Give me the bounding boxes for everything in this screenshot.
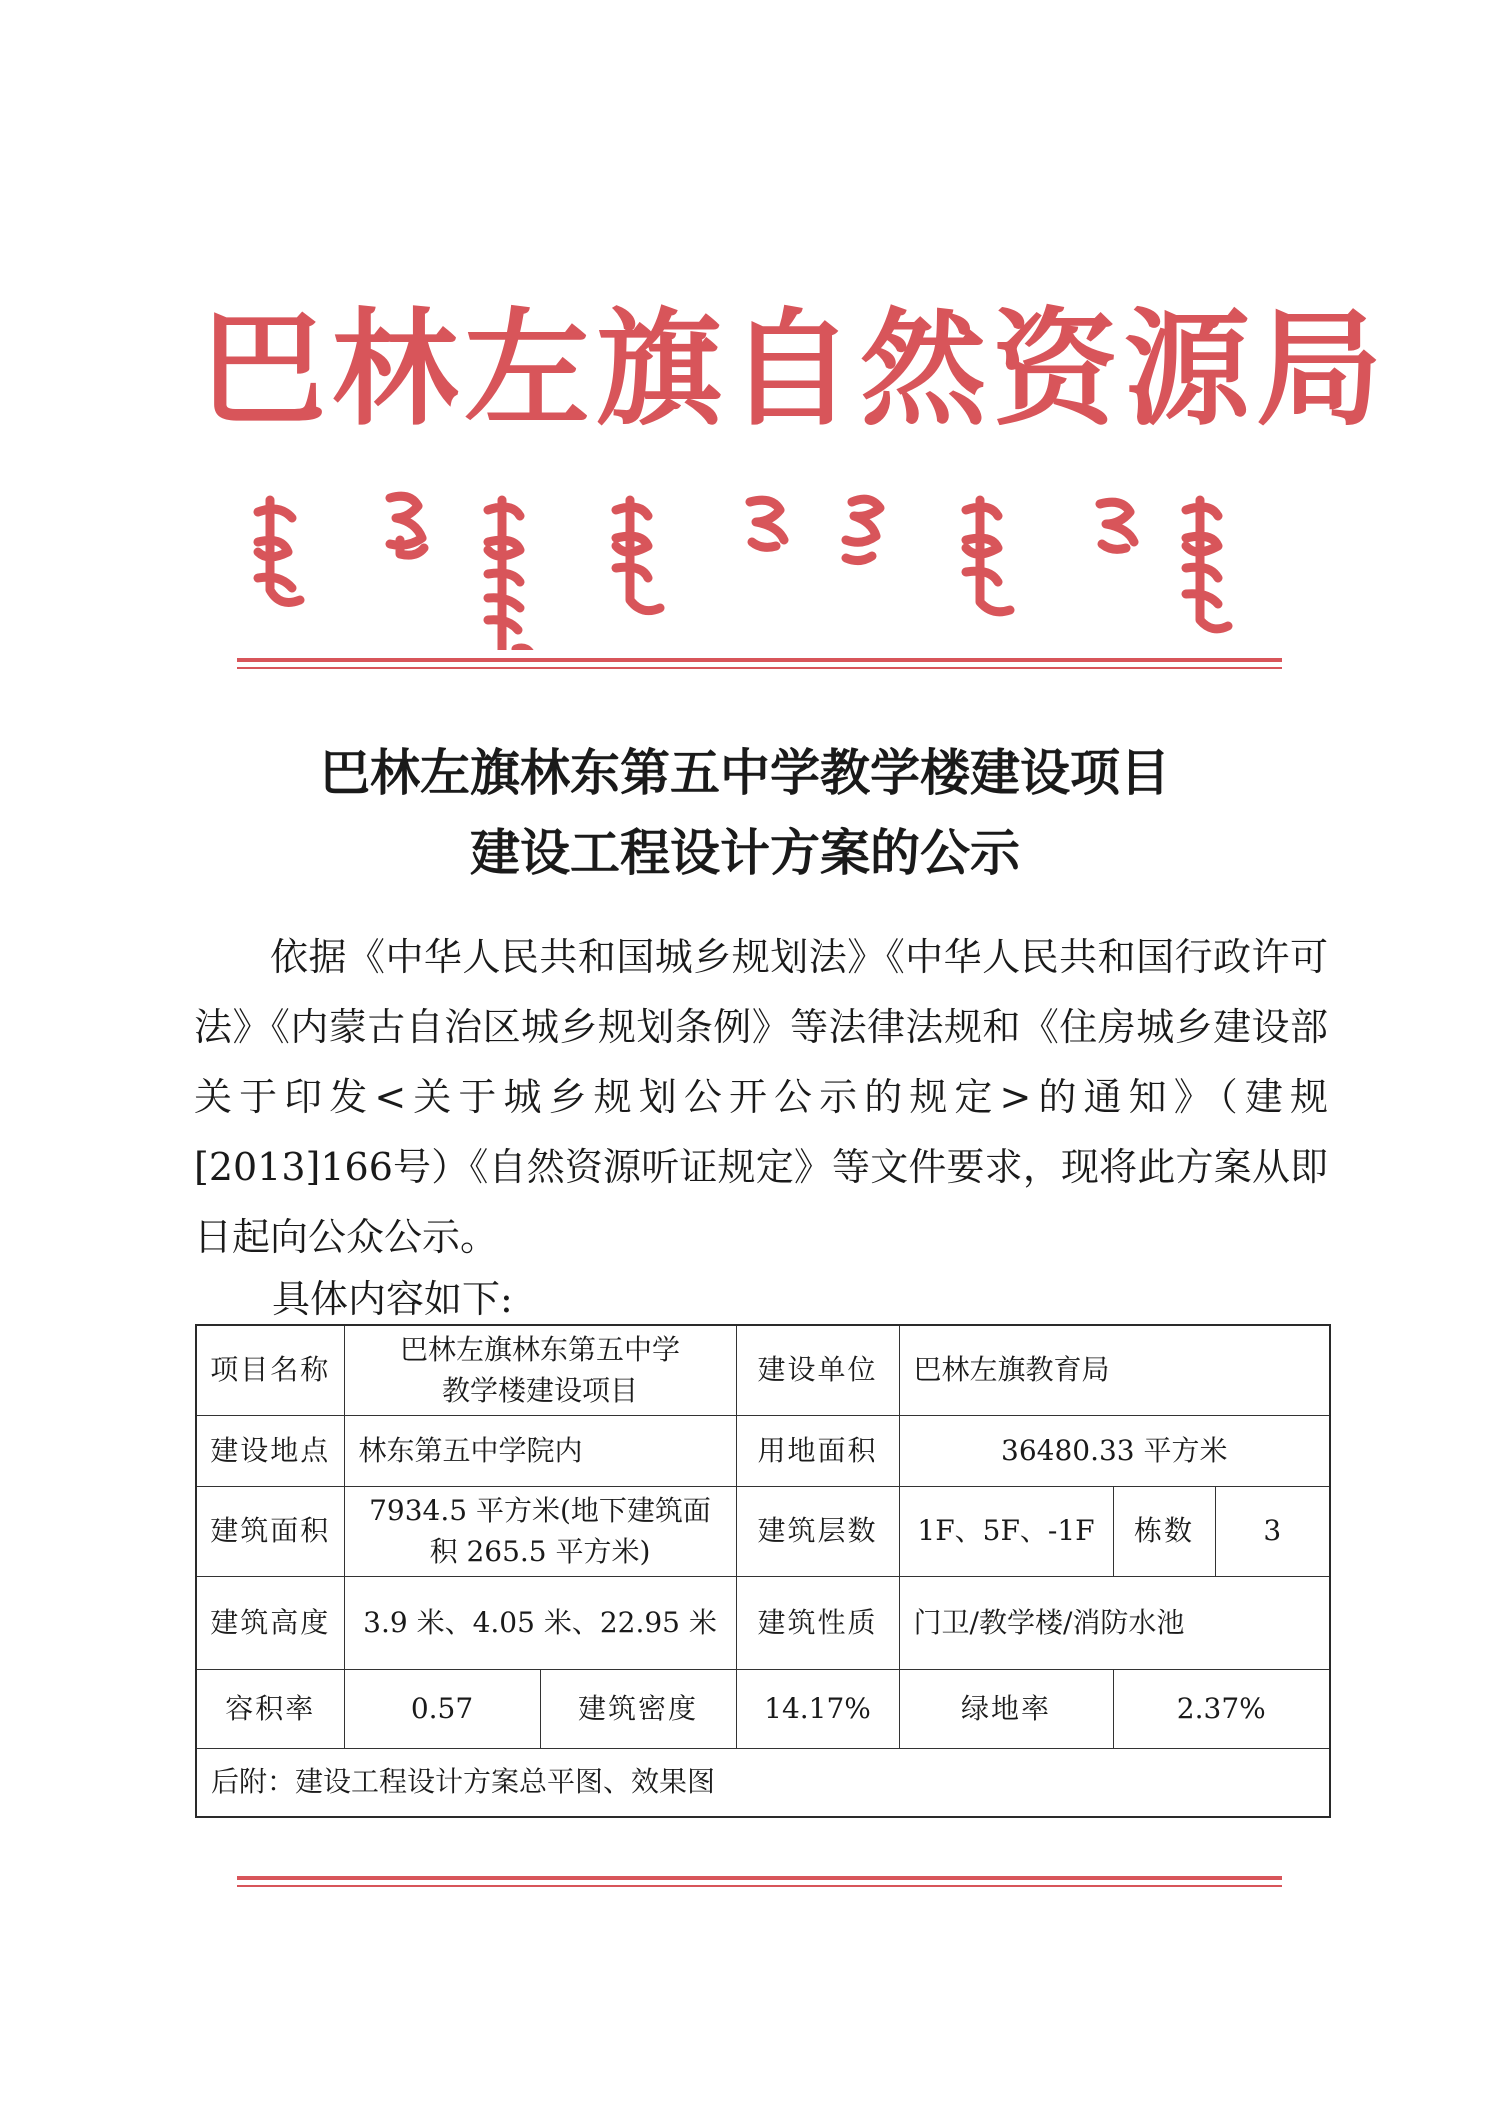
nature-label: 建筑性质 bbox=[736, 1577, 899, 1670]
letterhead-rule-thin bbox=[237, 667, 1282, 669]
far-value: 0.57 bbox=[344, 1670, 540, 1749]
location-label: 建设地点 bbox=[196, 1416, 344, 1487]
body-paragraph-text: 依据《中华人民共和国城乡规划法》《中华人民共和国行政许可法》《内蒙古自治区城乡规划条例》等法律法规和《住房城乡建设部关于印发<关于城乡规划公开公示的规定>的通知》（建规[2013]166号）《自然资源听证规定》等文件要求，现将此方案从即日起向公众公示。 bbox=[194, 935, 1328, 1259]
footer-rule-thin bbox=[237, 1885, 1282, 1887]
table-row bbox=[196, 1670, 1330, 1749]
project-info-table bbox=[195, 1324, 1331, 1818]
project-name-line-2: 教学楼建设项目 bbox=[442, 1373, 639, 1407]
buildings-value: 3 bbox=[1215, 1487, 1330, 1577]
table-row bbox=[196, 1416, 1330, 1487]
table-row bbox=[196, 1577, 1330, 1670]
floors-value: 1F、5F、-1F bbox=[899, 1487, 1113, 1577]
table-row bbox=[196, 1749, 1330, 1817]
floor-area-line-1: 7934.5 平方米(地下建筑面 bbox=[369, 1494, 711, 1528]
floor-area-value bbox=[344, 1487, 736, 1577]
far-label: 容积率 bbox=[196, 1670, 344, 1749]
body-paragraph bbox=[194, 922, 1328, 1272]
floor-area-label: 建筑面积 bbox=[196, 1487, 344, 1577]
green-label: 绿地率 bbox=[899, 1670, 1113, 1749]
attachment-note: 后附：建设工程设计方案总平图、效果图 bbox=[196, 1749, 1330, 1817]
project-name-label: 项目名称 bbox=[196, 1325, 344, 1416]
footer-rule-thick bbox=[237, 1876, 1282, 1880]
table-row bbox=[196, 1487, 1330, 1577]
green-value: 2.37% bbox=[1113, 1670, 1330, 1749]
buildings-label: 栋数 bbox=[1113, 1487, 1215, 1577]
project-name-line-1: 巴林左旗林东第五中学 bbox=[400, 1333, 681, 1366]
height-label: 建筑高度 bbox=[196, 1577, 344, 1670]
location-value: 林东第五中学院内 bbox=[344, 1416, 736, 1487]
floor-area-line-2: 积 265.5 平方米) bbox=[429, 1534, 651, 1568]
density-label: 建筑密度 bbox=[540, 1670, 736, 1749]
land-area-value: 36480.33 平方米 bbox=[899, 1416, 1330, 1487]
height-value: 3.9 米、4.05 米、22.95 米 bbox=[344, 1577, 736, 1670]
table-row bbox=[196, 1325, 1330, 1416]
density-value: 14.17% bbox=[736, 1670, 899, 1749]
project-name-value bbox=[344, 1325, 736, 1416]
document-title-line-2: 建设工程设计方案的公示 bbox=[470, 823, 1020, 882]
floors-label: 建筑层数 bbox=[736, 1487, 899, 1577]
mongolian-script-logo bbox=[240, 490, 1290, 650]
developer-label: 建设单位 bbox=[736, 1325, 899, 1416]
land-area-label: 用地面积 bbox=[736, 1416, 899, 1487]
letterhead-org-name: 巴林左旗自然资源局 bbox=[200, 295, 1388, 443]
document-title-line-1: 巴林左旗林东第五中学教学楼建设项目 bbox=[320, 743, 1170, 802]
letterhead-rule-thick bbox=[237, 658, 1282, 662]
developer-value: 巴林左旗教育局 bbox=[899, 1325, 1330, 1416]
content-intro: 具体内容如下: bbox=[272, 1277, 513, 1321]
nature-value: 门卫/教学楼/消防水池 bbox=[899, 1577, 1330, 1670]
